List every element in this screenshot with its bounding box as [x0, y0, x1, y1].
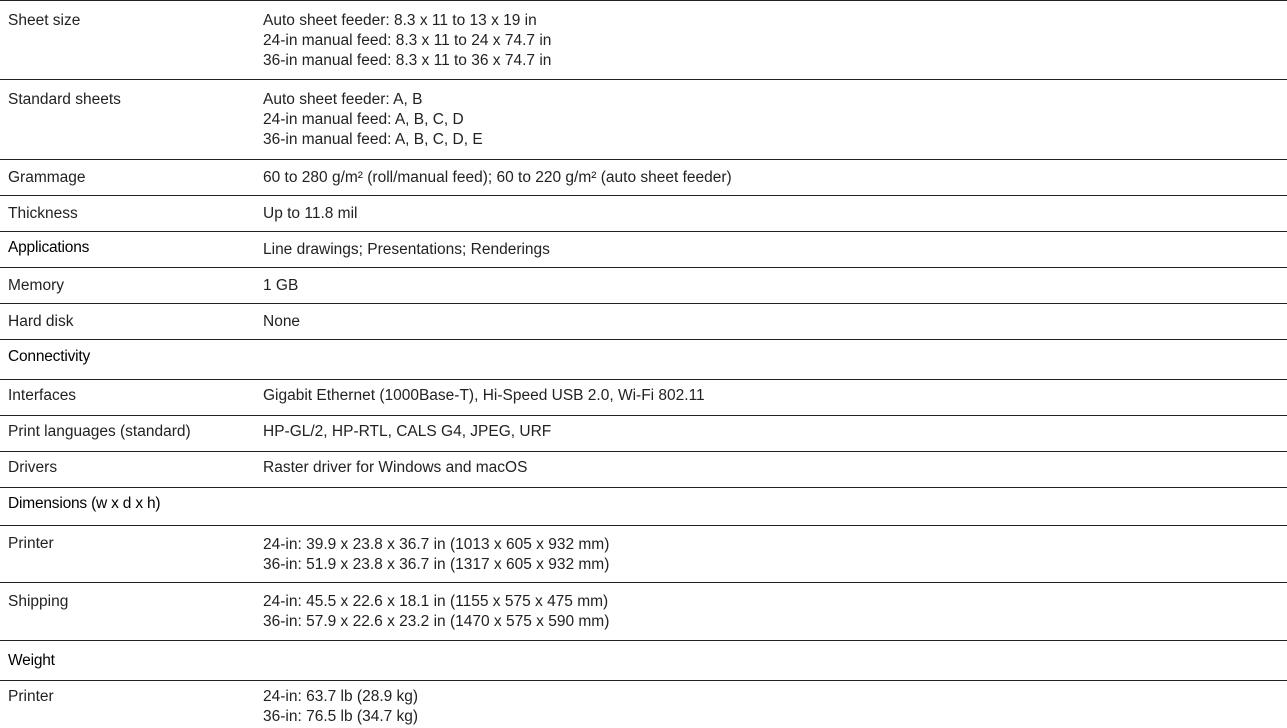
spec-value-line: Line drawings; Presentations; Renderings	[263, 241, 550, 258]
spec-value-line: Auto sheet feeder: 8.3 x 11 to 13 x 19 in	[263, 12, 537, 29]
spec-value	[263, 240, 550, 260]
spec-value	[263, 168, 732, 188]
spec-row-printer-dimensions	[0, 526, 1287, 583]
spec-row-memory	[0, 268, 1287, 304]
spec-value-line: 24-in: 63.7 lb (28.9 kg)	[263, 688, 419, 705]
spec-value	[263, 204, 357, 224]
spec-row-print-languages	[0, 416, 1287, 452]
spec-value-line: Up to 11.8 mil	[263, 205, 358, 222]
spec-value	[263, 312, 300, 332]
spec-row-printer-weight	[0, 681, 1287, 728]
spec-value	[263, 386, 705, 406]
spec-label: Standard sheets	[8, 91, 121, 108]
section-heading: Connectivity	[8, 348, 91, 365]
spec-label: Printer	[8, 688, 54, 705]
spec-value-line: 24-in manual feed: 8.3 x 11 to 24 x 74.7 in	[263, 32, 552, 49]
spec-label: Sheet size	[8, 12, 81, 29]
spec-section-weight	[0, 641, 1287, 681]
spec-value-line: 60 to 280 g/m² (roll/manual feed); 60 to 220 g/m² (auto sheet feeder)	[263, 169, 732, 186]
spec-section-connectivity	[0, 340, 1287, 380]
spec-value-line: Auto sheet feeder: A, B	[263, 91, 423, 108]
spec-value-line: 36-in manual feed: 8.3 x 11 to 36 x 74.7 in	[263, 52, 552, 69]
spec-label: Drivers	[8, 459, 58, 476]
spec-value-line: 1 GB	[263, 277, 299, 294]
spec-label: Interfaces	[8, 387, 77, 404]
spec-value	[263, 535, 609, 575]
spec-value	[263, 276, 298, 296]
spec-label: Grammage	[8, 169, 86, 186]
spec-value-line: Raster driver for Windows and macOS	[263, 459, 528, 476]
spec-value-line: 36-in: 76.5 lb (34.7 kg)	[263, 708, 419, 725]
spec-row-drivers	[0, 452, 1287, 488]
spec-value	[263, 458, 527, 478]
spec-label: Memory	[8, 277, 64, 294]
spec-section-dimensions	[0, 488, 1287, 526]
spec-value-line: None	[263, 313, 301, 330]
spec-value-line: 24-in manual feed: A, B, C, D	[263, 111, 464, 128]
spec-row-hard-disk	[0, 304, 1287, 340]
spec-row-interfaces	[0, 380, 1287, 416]
spec-value	[263, 11, 551, 71]
spec-label: Printer	[8, 535, 54, 552]
spec-value	[263, 687, 418, 727]
spec-label: Shipping	[8, 593, 69, 610]
spec-value-line: Gigabit Ethernet (1000Base-T), Hi-Speed USB 2.0, Wi-Fi 802.11	[263, 387, 705, 404]
spec-value-line: 36-in: 51.9 x 23.8 x 36.7 in (1317 x 605 x 932 mm)	[263, 556, 610, 573]
spec-row-standard-sheets	[0, 80, 1287, 160]
spec-label: Print languages (standard)	[8, 423, 191, 440]
spec-label: Thickness	[8, 205, 78, 222]
spec-row-shipping-dimensions	[0, 583, 1287, 641]
spec-value-line: 24-in: 39.9 x 23.8 x 36.7 in (1013 x 605 x 932 mm)	[263, 536, 610, 553]
spec-value	[263, 422, 551, 442]
spec-value	[263, 90, 483, 150]
spec-label: Hard disk	[8, 313, 74, 330]
section-heading: Weight	[8, 652, 55, 669]
spec-value-line: HP-GL/2, HP-RTL, CALS G4, JPEG, URF	[263, 423, 552, 440]
spec-row-grammage	[0, 160, 1287, 196]
spec-value-line: 24-in: 45.5 x 22.6 x 18.1 in (1155 x 575 x 475 mm)	[263, 593, 609, 610]
spec-row-thickness	[0, 196, 1287, 232]
spec-row-sheet-size	[0, 1, 1287, 80]
spec-value-line: 36-in: 57.9 x 22.6 x 23.2 in (1470 x 575 x 590 mm)	[263, 613, 610, 630]
spec-value	[263, 592, 609, 632]
spec-row-applications	[0, 232, 1287, 268]
spec-value-line: 36-in manual feed: A, B, C, D, E	[263, 131, 483, 148]
section-heading: Dimensions (w x d x h)	[8, 495, 161, 512]
section-heading: Applications	[8, 239, 90, 256]
